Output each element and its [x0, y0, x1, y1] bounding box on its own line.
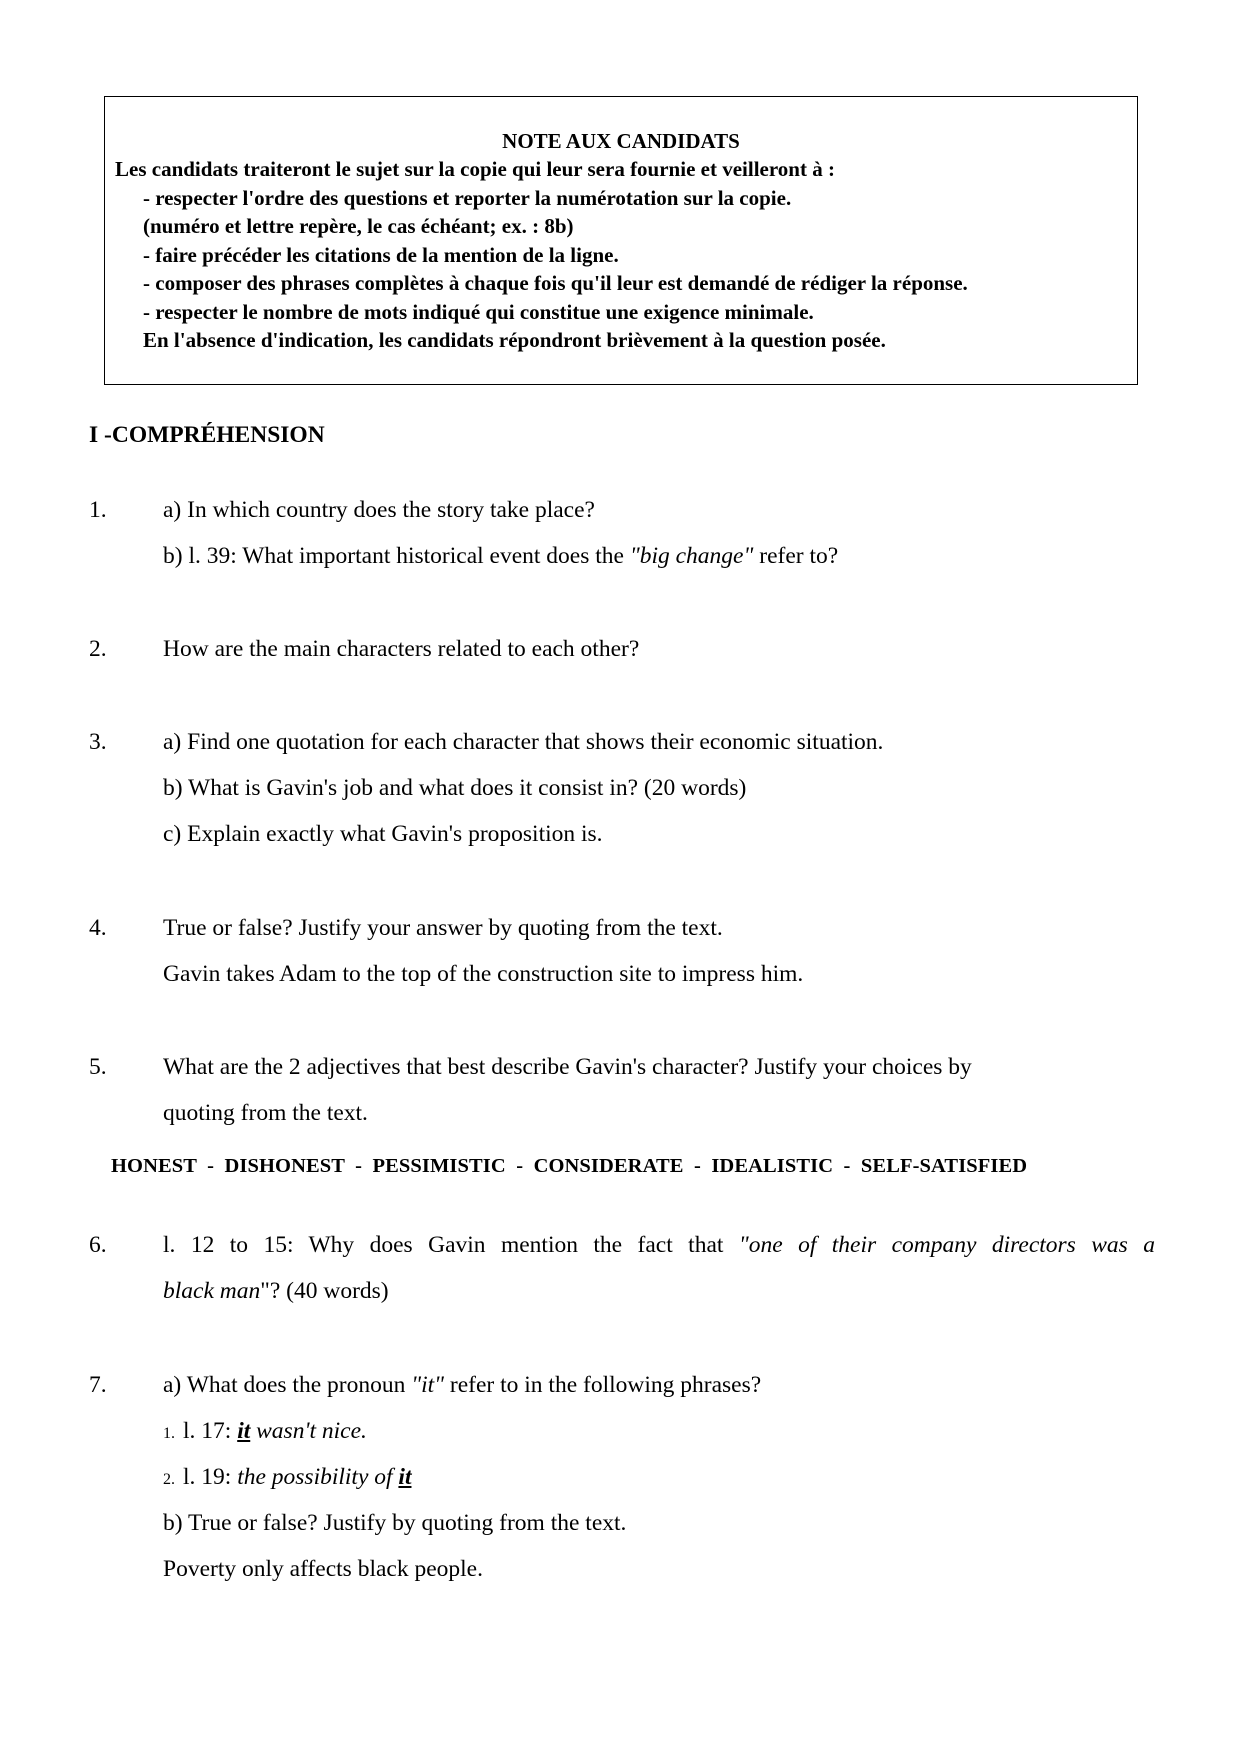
question-7b: b) True or false? Justify by quoting from the text.: [163, 1510, 627, 1536]
question-7a-item-1: [163, 1418, 367, 1445]
note-line: (numéro et lettre repère, le cas échéant; ex. : 8b): [143, 214, 574, 238]
question-6-line2: [163, 1278, 389, 1305]
q6-text-end: "? (40 words): [260, 1278, 389, 1304]
line-ref: l. 19:: [183, 1464, 238, 1490]
q1b-quote: "big change": [629, 543, 754, 569]
note-line: Les candidats traiteront le sujet sur la copie qui leur sera fournie et veilleront à :: [115, 157, 835, 181]
q7a-quote: "it": [411, 1372, 445, 1398]
question-3c: c) Explain exactly what Gavin's proposition is.: [163, 821, 603, 847]
pronoun-it: it: [398, 1464, 412, 1490]
question-7b-statement: Poverty only affects black people.: [163, 1556, 483, 1582]
question-number: 6.: [89, 1232, 107, 1258]
question-number: 3.: [89, 729, 107, 755]
q1b-text-end: refer to?: [753, 543, 839, 569]
question-number: 7.: [89, 1372, 107, 1398]
item-marker: 2.: [163, 1471, 175, 1488]
item-marker: 1.: [163, 1425, 175, 1442]
question-number: 1.: [89, 497, 107, 523]
note-line: - respecter le nombre de mots indiqué qui constitue une exigence minimale.: [143, 299, 814, 324]
question-4-prompt: True or false? Justify your answer by quoting from the text.: [163, 915, 723, 941]
adjective-list: HONEST - DISHONEST - PESSIMISTIC - CONSIDERATE - IDEALISTIC - SELF-SATISFIED: [111, 1155, 1028, 1177]
phrase-rest: wasn't nice.: [250, 1418, 367, 1444]
question-1a: a) In which country does the story take place?: [163, 497, 595, 523]
pronoun-it: it: [237, 1418, 251, 1444]
q6-text: l. 12 to 15: Why does Gavin mention the fact that: [163, 1232, 739, 1258]
note-aux-candidats-box: [104, 96, 1138, 385]
question-7a: [163, 1372, 761, 1399]
question-number: 5.: [89, 1054, 107, 1080]
q6-quote-end: black man: [163, 1278, 261, 1304]
note-line: - composer des phrases complètes à chaque fois qu'il leur est demandé de rédiger la réponse.: [143, 271, 968, 295]
question-5-line2: quoting from the text.: [163, 1100, 368, 1126]
note-line: - faire précéder les citations de la mention de la ligne.: [143, 242, 619, 267]
q1b-text: b) l. 39: What important historical event does the: [163, 543, 630, 569]
q7a-text: a) What does the pronoun: [163, 1372, 412, 1398]
q6-quote: "one of their company directors was a: [738, 1232, 1155, 1258]
question-number: 2.: [89, 636, 107, 662]
question-2: How are the main characters related to each other?: [163, 636, 640, 662]
line-ref: l. 17:: [183, 1418, 238, 1444]
question-3b: b) What is Gavin's job and what does it consist in? (20 words): [163, 775, 747, 801]
question-3a: a) Find one quotation for each character that shows their economic situation.: [163, 729, 884, 755]
question-number: 4.: [89, 915, 107, 941]
note-line: En l'absence d'indication, les candidats répondront brièvement à la question posée.: [143, 328, 886, 352]
note-lines: [115, 155, 1131, 355]
note-line: - respecter l'ordre des questions et reporter la numérotation sur la copie.: [143, 185, 792, 210]
question-6-line1: [163, 1232, 1155, 1259]
question-1b: [163, 543, 838, 570]
question-5-line1: What are the 2 adjectives that best describe Gavin's character? Justify your choices by: [163, 1054, 972, 1080]
q7a-text-end: refer to in the following phrases?: [444, 1372, 762, 1398]
section-title: I -COMPRÉHENSION: [89, 422, 325, 448]
phrase-lead: the possibility of: [237, 1464, 399, 1490]
question-4-statement: Gavin takes Adam to the top of the construction site to impress him.: [163, 961, 804, 987]
note-title: NOTE AUX CANDIDATS: [502, 129, 740, 153]
question-7a-item-2: [163, 1464, 411, 1491]
